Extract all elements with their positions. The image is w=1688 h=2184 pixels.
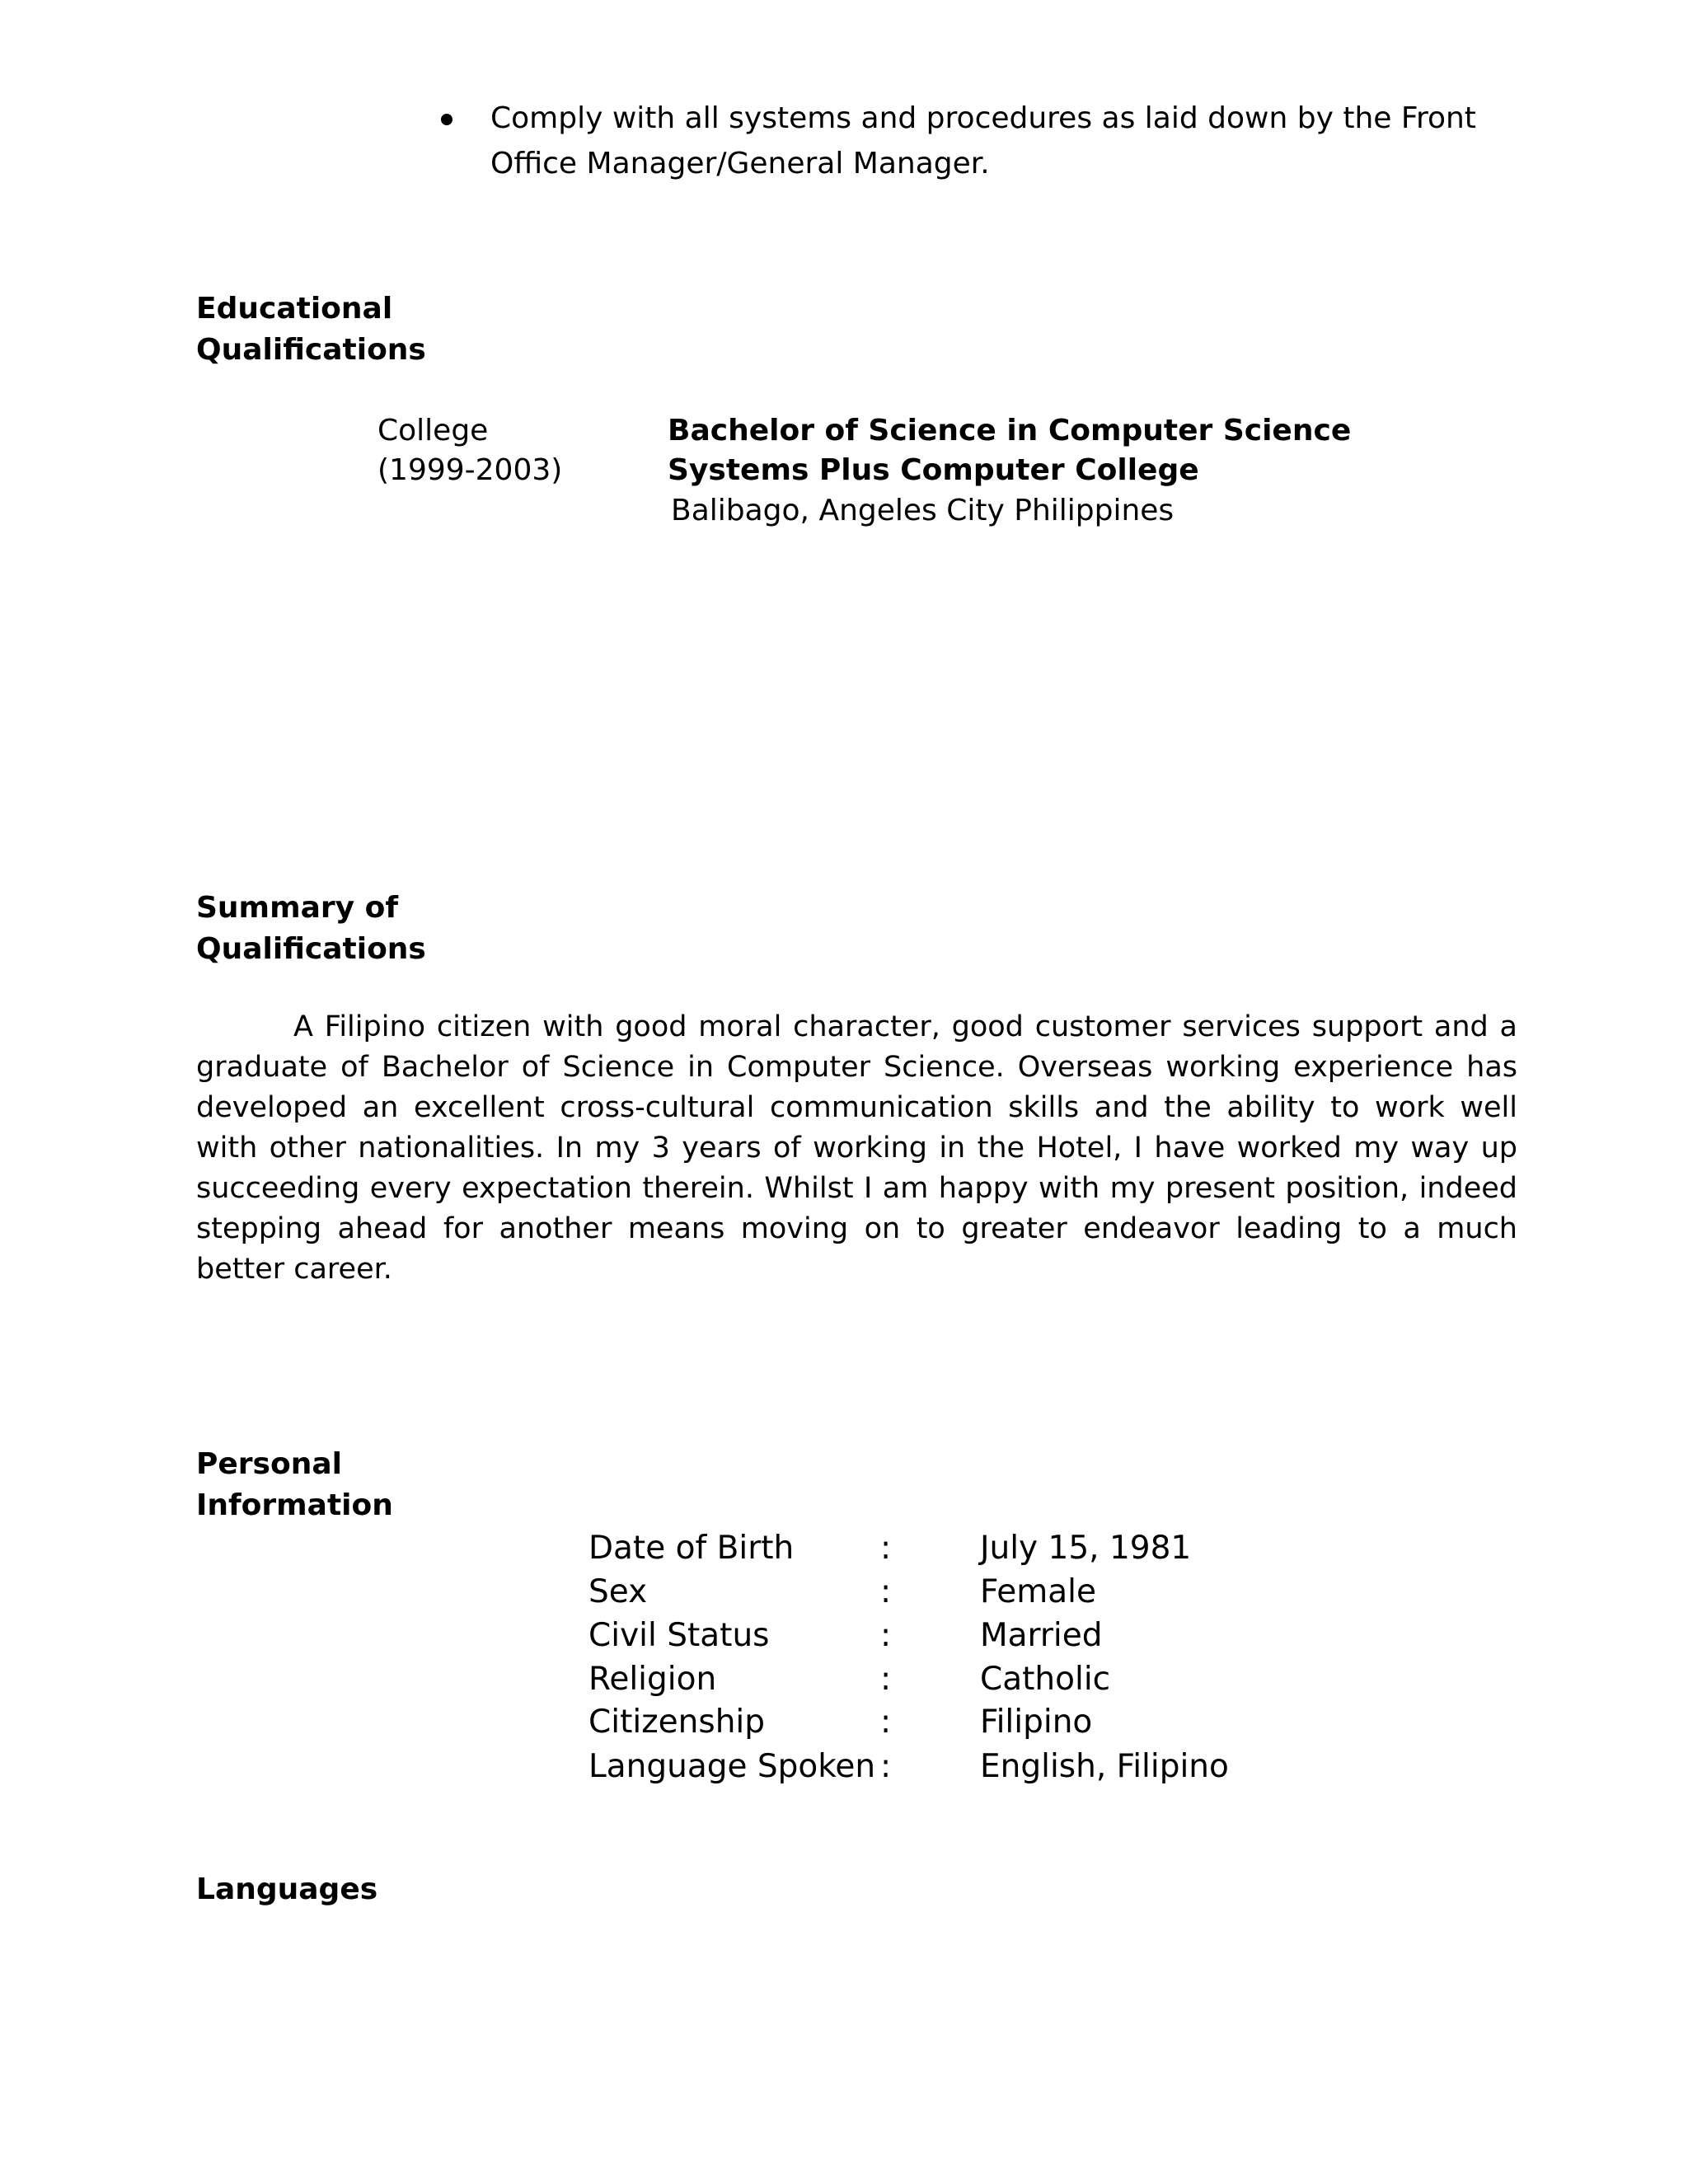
personal-label: Citizenship xyxy=(588,1704,766,1741)
personal-colon: : xyxy=(880,1530,892,1567)
personal-label: Date of Birth xyxy=(588,1530,795,1567)
education-heading-line1: Educational xyxy=(196,292,393,326)
personal-colon: : xyxy=(880,1617,892,1654)
personal-label: Sex xyxy=(588,1573,648,1610)
personal-value: July 15, 1981 xyxy=(980,1530,1192,1567)
personal-value: Filipino xyxy=(980,1704,1093,1741)
summary-paragraph: A Filipino citizen with good moral character, good customer services support and a graduate of Bachelor of Science in Computer Science. Overseas working experience has developed an excellent cross-cultural communication skills and the ability to work well with other nationalities. In my 3 years of working in the Hotel, I have worked my way up succeeding every expectation therein. Whilst I am happy with my present position, indeed stepping ahead for another means moving on to greater endeavor leading to a much better career. xyxy=(196,1010,1517,1286)
summary-heading-line2: Qualifications xyxy=(196,932,426,966)
summary-heading xyxy=(196,888,608,970)
education-heading xyxy=(196,288,608,371)
personal-label: Religion xyxy=(588,1661,717,1698)
education-heading-line2: Qualifications xyxy=(196,333,426,367)
languages-heading: Languages xyxy=(196,1872,378,1906)
personal-row-language-spoken xyxy=(588,1745,1578,1788)
education-degree: Bachelor of Science in Computer Science xyxy=(668,414,1352,448)
bullet-point xyxy=(441,114,452,125)
summary-heading-line1: Summary of xyxy=(196,891,399,925)
personal-row-religion xyxy=(588,1657,1578,1701)
personal-value: Female xyxy=(980,1573,1097,1610)
education-location: Balibago, Angeles City Philippines xyxy=(671,494,1175,527)
personal-label: Civil Status xyxy=(588,1617,770,1654)
personal-heading-line2: Information xyxy=(196,1488,393,1522)
personal-value: Catholic xyxy=(980,1661,1111,1698)
personal-colon: : xyxy=(880,1661,892,1698)
personal-value: English, Filipino xyxy=(980,1748,1229,1785)
education-school: Systems Plus Computer College xyxy=(668,453,1199,487)
personal-label: Language Spoken xyxy=(588,1748,876,1785)
bullet-text: Comply with all systems and procedures as laid down by the Front Office Manager/General Manager. xyxy=(490,101,1476,180)
personal-colon: : xyxy=(880,1573,892,1610)
personal-value: Married xyxy=(980,1617,1103,1654)
personal-heading-line1: Personal xyxy=(196,1447,342,1481)
personal-row-citizenship xyxy=(588,1700,1578,1744)
personal-row-sex xyxy=(588,1570,1578,1614)
personal-row-date-of-birth xyxy=(588,1526,1578,1570)
education-level: College xyxy=(377,414,489,448)
personal-colon: : xyxy=(880,1704,892,1741)
personal-colon: : xyxy=(880,1748,892,1785)
education-years: (1999-2003) xyxy=(377,453,563,487)
personal-row-civil-status xyxy=(588,1614,1578,1657)
personal-heading xyxy=(196,1444,608,1526)
